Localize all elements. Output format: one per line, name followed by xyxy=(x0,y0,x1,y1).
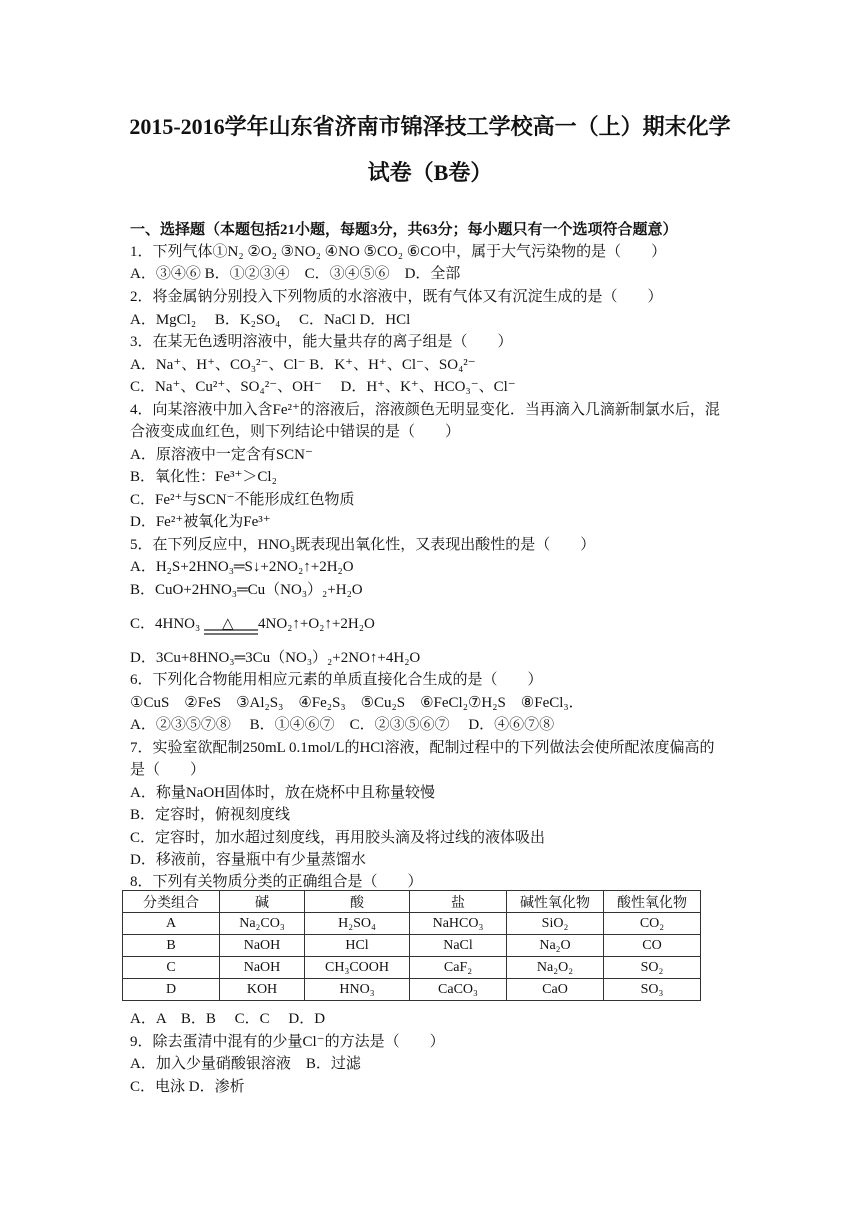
q2-options: A．MgCl₂ B．K₂SO₄ C．NaCl D．HCl xyxy=(130,312,411,328)
table-cell: NaOH xyxy=(220,935,305,957)
table-cell: CaCO₃ xyxy=(410,979,507,1001)
q7-option-d: D．移液前，容量瓶中有少量蒸馏水 xyxy=(130,852,366,868)
q3-stem: 3．在某无色透明溶液中，能大量共存的离子组是（ ） xyxy=(130,334,513,350)
q8-stem: 8．下列有关物质分类的正确组合是（ ） xyxy=(130,874,423,890)
q3-options-ab: A．Na⁺、H⁺、CO₃²⁻、Cl⁻ B．K⁺、H⁺、Cl⁻、SO₄²⁻ xyxy=(130,357,476,373)
q2-stem: 2．将金属钠分别投入下列物质的水溶液中，既有气体又有沉淀生成的是（ ） xyxy=(130,289,663,305)
table-header-cell: 碱 xyxy=(220,891,305,913)
q9-options-ab: A．加入少量硝酸银溶液 B．过滤 xyxy=(130,1056,361,1072)
q4-option-d: D．Fe²⁺被氧化为Fe³⁺ xyxy=(130,514,271,530)
table-cell: CaF₂ xyxy=(410,957,507,979)
table-cell: CH₃COOH xyxy=(305,957,410,979)
table-cell: Na₂O xyxy=(507,935,604,957)
section-heading: 一、选择题（本题包括21小题，每题3分，共63分；每小题只有一个选项符合题意） xyxy=(130,222,678,238)
table-header-cell: 分类组合 xyxy=(123,891,220,913)
table-cell: B xyxy=(123,935,220,957)
table-row xyxy=(123,935,701,957)
table-row xyxy=(123,979,701,1001)
q3-options-cd: C．Na⁺、Cu²⁺、SO₄²⁻、OH⁻ D．H⁺、K⁺、HCO₃⁻、Cl⁻ xyxy=(130,379,516,395)
q9-options-cd: C．电泳 D．渗析 xyxy=(130,1079,245,1095)
q4-option-c: C．Fe²⁺与SCN⁻不能形成红色物质 xyxy=(130,492,355,508)
q1-options: A．③④⑥ B．①②③④ C．③④⑤⑥ D．全部 xyxy=(130,266,461,282)
q5-option-b: B．CuO+2HNO₃═Cu（NO₃）₂+H₂O xyxy=(130,582,363,598)
table-cell: C xyxy=(123,957,220,979)
table-row xyxy=(123,957,701,979)
table-cell: SO₂ xyxy=(604,957,701,979)
document-title-line1: 2015-2016学年山东省济南市锦泽技工学校高一（上）期末化学 xyxy=(129,114,731,139)
q7-option-b: B．定容时，俯视刻度线 xyxy=(130,807,291,823)
table-cell: SiO₂ xyxy=(507,913,604,935)
q4-stem-line1: 4．向某溶液中加入含Fe²⁺的溶液后，溶液颜色无明显变化．当再滴入几滴新制氯水后，混 xyxy=(130,402,720,418)
q4-option-b: B．氧化性：Fe³⁺＞Cl₂ xyxy=(130,469,277,485)
table-row xyxy=(123,913,701,935)
table-header-cell: 酸性氧化物 xyxy=(604,891,701,913)
q7-option-c: C．定容时，加水超过刻度线，再用胶头滴及将过线的液体吸出 xyxy=(130,830,546,846)
q6-options: A．②③⑤⑦⑧ B．①④⑥⑦ C．②③⑤⑥⑦ D．④⑥⑦⑧ xyxy=(130,717,555,733)
q9-stem: 9．除去蛋清中混有的少量Cl⁻的方法是（ ） xyxy=(130,1034,445,1050)
table-cell: HCl xyxy=(305,935,410,957)
q5-option-c-reactant: C．4HNO₃ xyxy=(130,616,201,632)
table-cell: KOH xyxy=(220,979,305,1001)
table-cell: SO₃ xyxy=(604,979,701,1001)
table-cell: Na₂O₂ xyxy=(507,957,604,979)
q8-options: A．A B．B C．C D．D xyxy=(130,1011,326,1027)
q4-stem-line2: 合液变成血红色，则下列结论中错误的是（ ） xyxy=(130,424,461,440)
q7-option-a: A．称量NaOH固体时，放在烧杯中且称量较慢 xyxy=(130,785,435,801)
table-cell: HNO₃ xyxy=(305,979,410,1001)
equal-sign-icon xyxy=(204,628,258,636)
table-cell: A xyxy=(123,913,220,935)
q5-option-c-products: 4NO₂↑+O₂↑+2H₂O xyxy=(258,616,375,632)
q4-option-a: A．原溶液中一定含有SCN⁻ xyxy=(130,447,313,463)
table-cell: NaHCO₃ xyxy=(410,913,507,935)
table-cell: CO₂ xyxy=(604,913,701,935)
heat-symbol: △ xyxy=(222,616,234,632)
table-cell: NaCl xyxy=(410,935,507,957)
classification-table xyxy=(122,890,701,1001)
table-cell: D xyxy=(123,979,220,1001)
q5-stem: 5．在下列反应中，HNO₃既表现出氧化性，又表现出酸性的是（ ） xyxy=(130,537,596,553)
table-cell: Na₂CO₃ xyxy=(220,913,305,935)
table-cell: H₂SO₄ xyxy=(305,913,410,935)
q6-items: ①CuS ②FeS ③Al₂S₃ ④Fe₂S₃ ⑤Cu₂S ⑥FeCl₂⑦H₂S ⑧FeCl₃． xyxy=(130,695,584,711)
table-header-cell: 酸 xyxy=(305,891,410,913)
q6-stem: 6．下列化合物能用相应元素的单质直接化合生成的是（ ） xyxy=(130,672,543,688)
document-title-line2: 试卷（B卷） xyxy=(367,160,493,185)
table-cell: CO xyxy=(604,935,701,957)
table-cell: CaO xyxy=(507,979,604,1001)
table-header-cell: 碱性氧化物 xyxy=(507,891,604,913)
table-cell: NaOH xyxy=(220,957,305,979)
q5-option-d: D．3Cu+8HNO₃═3Cu（NO₃）₂+2NO↑+4H₂O xyxy=(130,650,421,666)
table-header-row xyxy=(123,891,701,913)
q1-stem: 1．下列气体①N₂ ②O₂ ③NO₂ ④NO ⑤CO₂ ⑥CO中，属于大气污染物的是（ ） xyxy=(130,244,667,260)
table-header-cell: 盐 xyxy=(410,891,507,913)
q5-option-a: A．H₂S+2HNO₃═S↓+2NO₂↑+2H₂O xyxy=(130,559,354,575)
q7-stem-line1: 7．实验室欲配制250mL 0.1mol/L的HCl溶液，配制过程中的下列做法会使所配浓度偏高的 xyxy=(130,740,715,756)
q7-stem-line2: 是（ ） xyxy=(130,762,206,778)
